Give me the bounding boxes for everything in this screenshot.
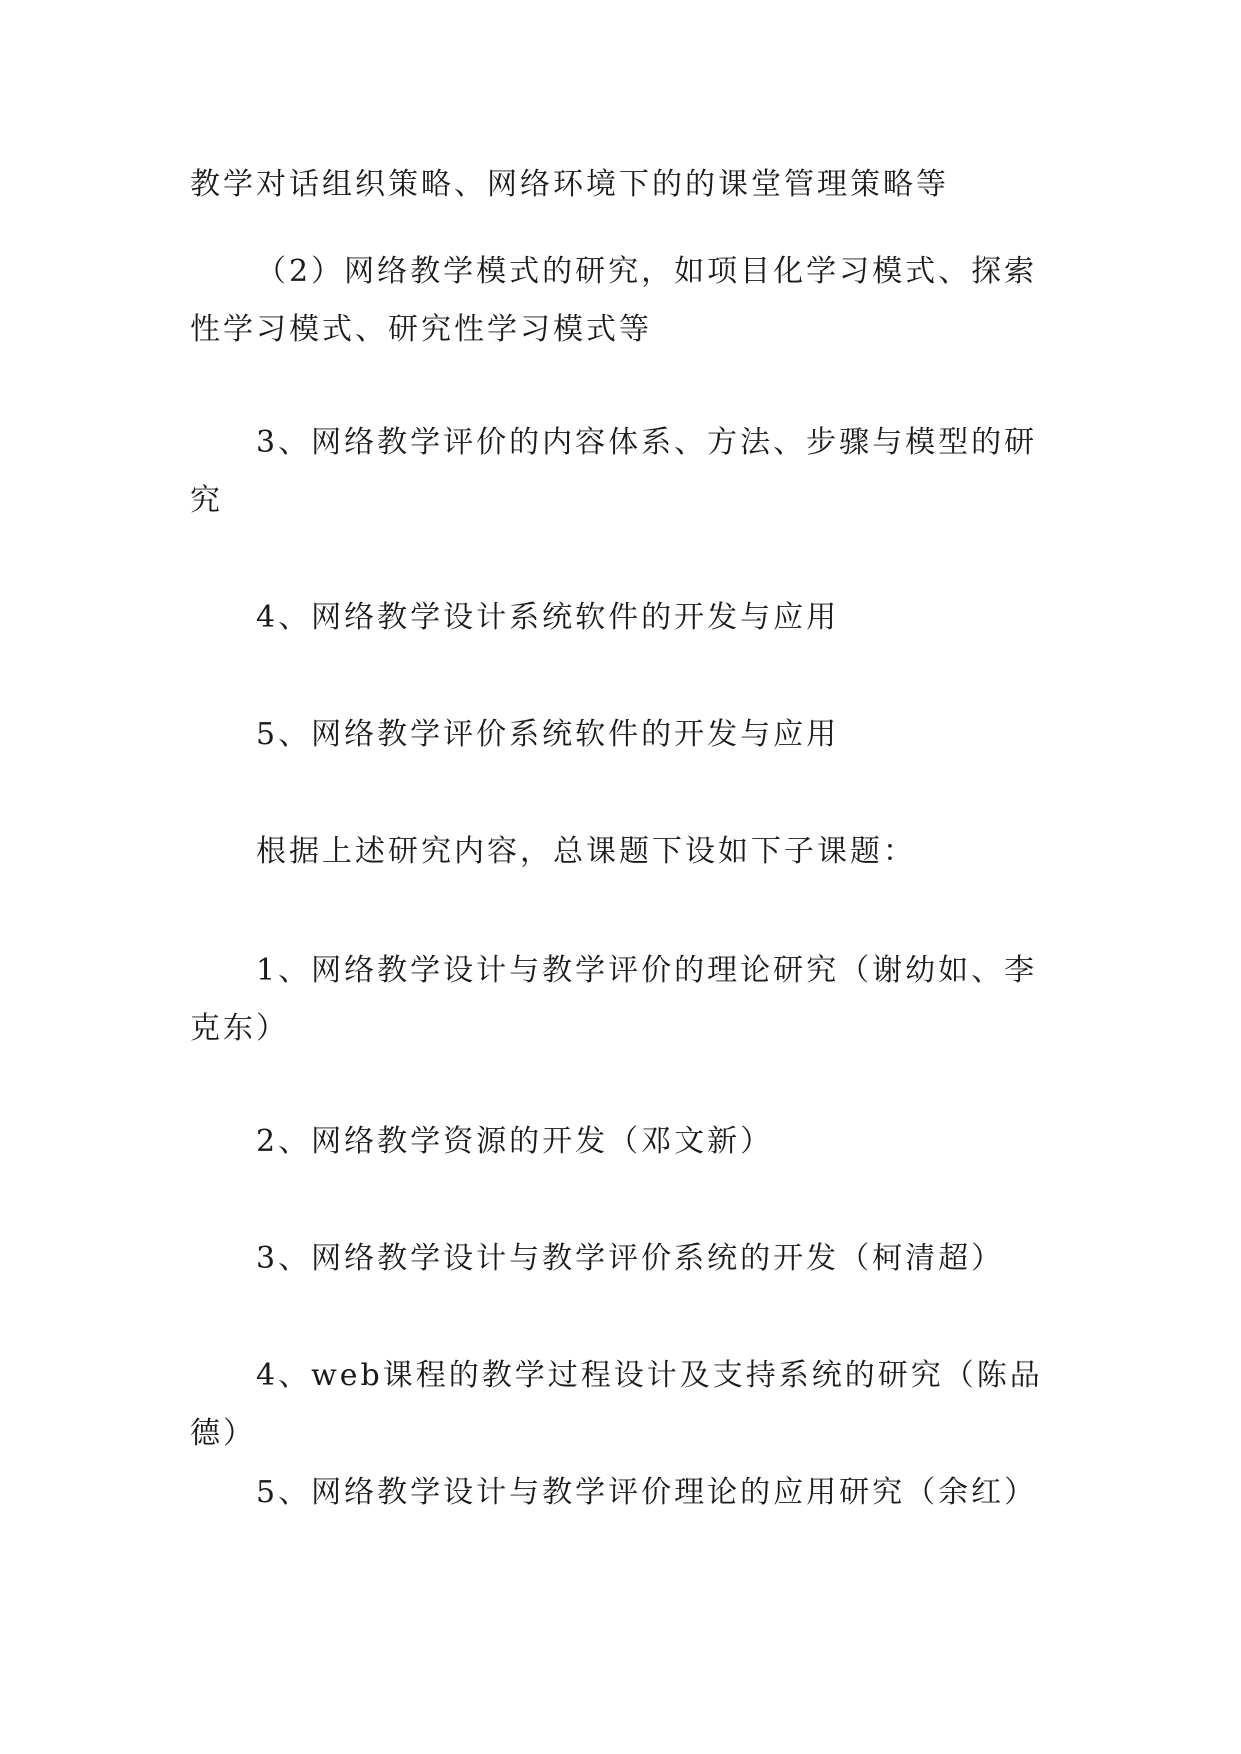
paragraph-subtopic-3: 3、网络教学设计与教学评价系统的开发（柯清超） <box>256 1241 1005 1276</box>
paragraph-teaching-models: （2）网络教学模式的研究，如项目化学习模式、探索性学习模式、研究性学习模式等 <box>190 254 1038 347</box>
paragraph-subtopic-5: 5、网络教学设计与教学评价理论的应用研究（余红） <box>256 1475 1038 1510</box>
paragraph-subtopic-4: 4、web课程的教学过程设计及支持系统的研究（陈品德） <box>190 1358 1043 1451</box>
paragraph-subtopic-1: 1、网络教学设计与教学评价的理论研究（谢幼如、李克东） <box>190 953 1038 1046</box>
paragraph-subtopic-2: 2、网络教学资源的开发（邓文新） <box>256 1124 774 1159</box>
paragraph-item-3: 3、网络教学评价的内容体系、方法、步骤与模型的研究 <box>190 425 1038 518</box>
paragraph-item-5: 5、网络教学评价系统软件的开发与应用 <box>256 717 840 752</box>
paragraph-subtopics-intro: 根据上述研究内容，总课题下设如下子课题： <box>256 834 916 869</box>
paragraph-continuation: 教学对话组织策略、网络环境下的的课堂管理策略等 <box>190 167 949 202</box>
paragraph-item-4: 4、网络教学设计系统软件的开发与应用 <box>256 600 840 635</box>
